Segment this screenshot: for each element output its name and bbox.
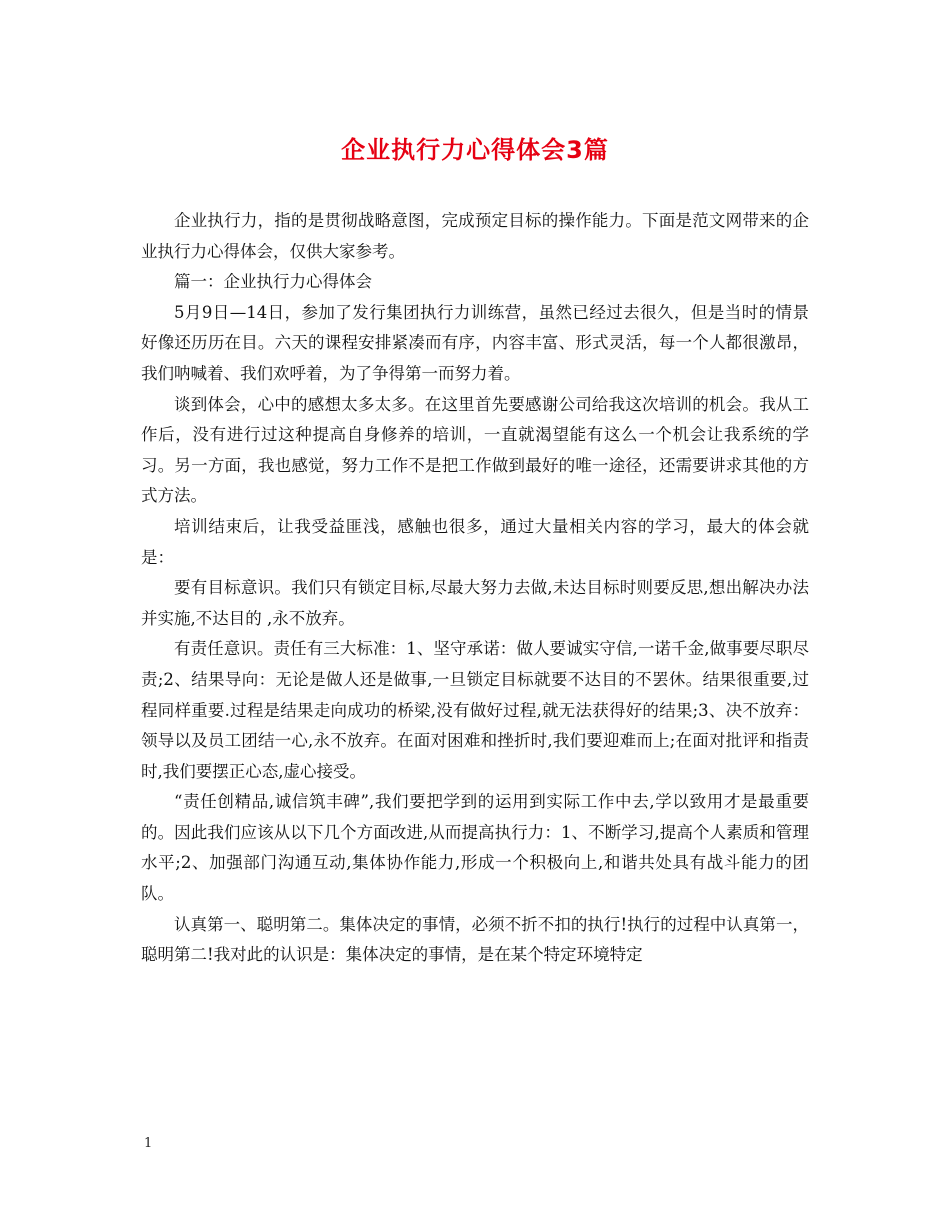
paragraph: 培训结束后，让我受益匪浅，感触也很多，通过大量相关内容的学习，最大的体会就是： (141, 516, 809, 567)
document-body (141, 206, 809, 971)
paragraph: 认真第一、聪明第二。集体决定的事情，必须不折不扣的执行!执行的过程中认真第一，聪明第二!我对此的认识是：集体决定的事情，是在某个特定环境特定 (141, 914, 809, 965)
paragraph: 要有目标意识。我们只有锁定目标,尽最大努力去做,未达目标时则要反思,想出解决办法并实施,不达目的 ,永不放弃。 (141, 578, 809, 628)
paragraph-intro: 企业执行力，指的是贯彻战略意图，完成预定目标的操作能力。下面是范文网带来的企业执行力心得体会，仅供大家参考。 (141, 211, 809, 261)
paragraph: 谈到体会，心中的感想太多太多。在这里首先要感谢公司给我这次培训的机会。我从工作后，没有进行过这种提高自身修养的培训，一直就渴望能有这么一个机会让我系统的学习。另一方面，我也感觉，努力工作不是把工作做到最好的唯一途径，还需要讲求其他的方式方法。 (141, 394, 809, 506)
paragraph: “责任创精品,诚信筑丰碑”,我们要把学到的运用到实际工作中去,学以致用才是最重要的。因此我们应该从以下几个方面改进,从而提高执行力：1、不断学习,提高个人素质和管理水平;2、加强部门沟通互动,集体协作能力,形成一个积极向上,和谐共处具有战斗能力的团队。 (141, 792, 809, 904)
paragraph: 5月9日—14日，参加了发行集团执行力训练营，虽然已经过去很久，但是当时的情景好像还历历在目。六天的课程安排紧凑而有序，内容丰富、形式灵活，每一个人都很激昂，我们呐喊着、我们欢呼着，为了争得第一而努力着。 (141, 302, 809, 383)
section-heading: 篇一：企业执行力心得体会 (174, 272, 372, 292)
document-title: 企业执行力心得体会3篇 (341, 136, 609, 164)
paragraph: 有责任意识。责任有三大标准：1、坚守承诺：做人要诚实守信,一诺千金,做事要尽职尽责;2、结果导向：无论是做人还是做事,一旦锁定目标就要不达目的不罢休。结果很重要,过程同样重要.过程是结果走向成功的桥梁,没有做好过程,就无法获得好的结果;3、决不放弃：领导以及员工团结一心,永不放弃。在面对困难和挫折时,我们要迎难而上;在面对批评和指责时,我们要摆正心态,虚心接受。 (141, 639, 809, 781)
page-number: 1 (144, 1136, 153, 1151)
